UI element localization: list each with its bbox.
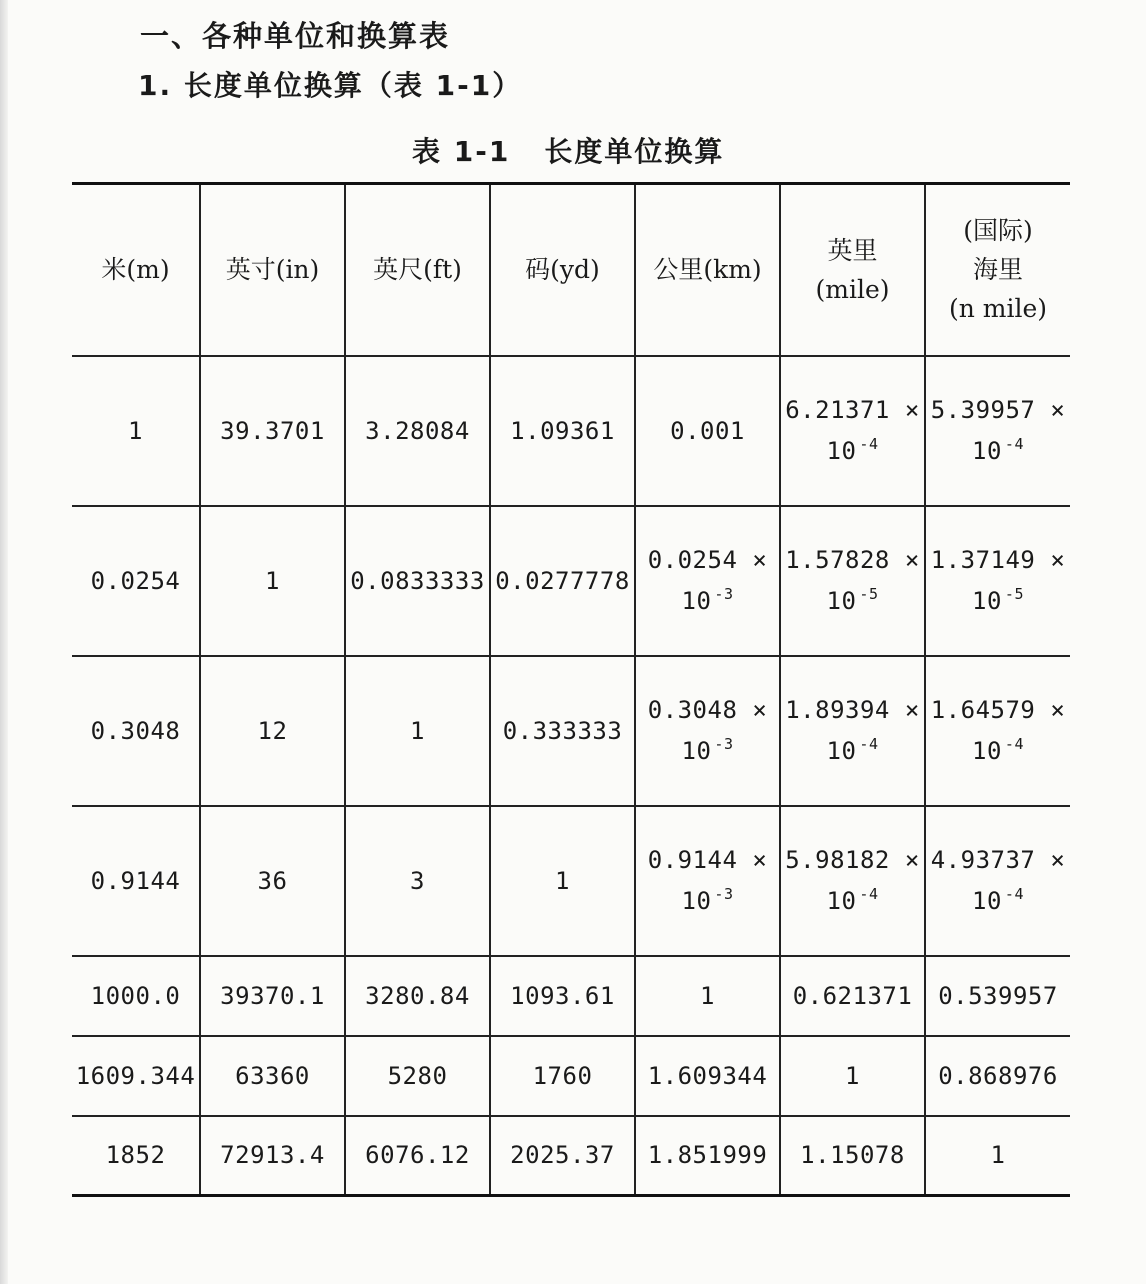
table-cell (925, 1036, 1070, 1116)
column-header-line: 英里 (827, 235, 878, 265)
cell-value: 0.0254 (90, 566, 181, 595)
table-cell (72, 806, 200, 956)
table-caption-number: 表 1-1 (412, 135, 511, 168)
cell-value: 3280.84 (365, 981, 470, 1010)
cell-power-exponent: -4 (1004, 885, 1024, 903)
column-header (200, 184, 345, 356)
table-cell (490, 956, 635, 1036)
column-header-line: 英寸(in) (225, 255, 320, 285)
table-cell (345, 506, 490, 656)
column-header-line: 英尺(ft) (373, 255, 462, 285)
column-header-line: 公里(km) (653, 255, 762, 285)
table-cell (925, 506, 1070, 656)
column-header (635, 184, 780, 356)
table-cell (780, 356, 925, 506)
cell-mantissa: 1.89394 × (785, 696, 920, 724)
table-cell (345, 656, 490, 806)
cell-value: 1 (700, 981, 715, 1010)
cell-power-base: 10 (826, 587, 857, 615)
cell-power-exponent: -4 (1004, 435, 1024, 453)
column-header-line: (n mile) (948, 294, 1048, 324)
cell-mantissa: 1.37149 × (930, 546, 1066, 574)
cell-value: 5280 (387, 1061, 448, 1090)
cell-power (783, 885, 922, 916)
table-cell (345, 806, 490, 956)
cell-power-exponent: -4 (1004, 735, 1024, 753)
cell-power-base: 10 (681, 737, 712, 765)
cell-power-base: 10 (681, 887, 712, 915)
table-row (72, 656, 1070, 806)
page-edge (0, 0, 8, 1284)
cell-value: 1.15078 (800, 1141, 905, 1170)
table-cell (925, 806, 1070, 956)
cell-value: 6076.12 (365, 1141, 470, 1170)
table-cell (200, 356, 345, 506)
cell-value: 1 (555, 866, 570, 895)
cell-power-exponent: -3 (714, 585, 734, 603)
cell-power (928, 735, 1068, 766)
cell-power-exponent: -3 (714, 735, 734, 753)
column-header-line: (国际) (963, 215, 1033, 245)
cell-power-exponent: -4 (859, 735, 879, 753)
cell-power-exponent: -4 (859, 885, 879, 903)
cell-power (928, 585, 1068, 616)
column-header-line: 米(m) (101, 255, 170, 285)
table-cell (635, 806, 780, 956)
cell-value: 0.001 (670, 416, 745, 445)
cell-power-base: 10 (681, 587, 712, 615)
column-header-line: 海里 (972, 255, 1023, 285)
cell-mantissa: 1.64579 × (930, 696, 1066, 724)
cell-value: 12 (257, 716, 288, 745)
table-cell (780, 806, 925, 956)
table-body (72, 356, 1070, 1196)
table-cell (200, 506, 345, 656)
table-caption-title: 长度单位换算 (544, 135, 725, 168)
table-cell (490, 656, 635, 806)
table-cell (925, 356, 1070, 506)
cell-value: 3.28084 (365, 416, 470, 445)
cell-power-base: 10 (972, 887, 1002, 915)
column-header (72, 184, 200, 356)
cell-value: 1.609344 (647, 1061, 768, 1090)
cell-value: 1 (990, 1141, 1006, 1170)
table-cell (925, 956, 1070, 1036)
table-cell (635, 1036, 780, 1116)
table-cell (780, 956, 925, 1036)
cell-power-base: 10 (826, 737, 857, 765)
table-cell (925, 656, 1070, 806)
cell-value: 1.851999 (647, 1141, 768, 1170)
cell-value: 72913.4 (220, 1141, 325, 1170)
table-cell (780, 1036, 925, 1116)
cell-value: 1 (265, 566, 280, 595)
cell-value: 1000.0 (90, 981, 181, 1010)
table-cell (345, 956, 490, 1036)
table-cell (200, 806, 345, 956)
cell-power (783, 435, 922, 466)
table-cell (72, 506, 200, 656)
table-cell (72, 1116, 200, 1196)
table-cell (72, 1036, 200, 1116)
table-cell (200, 1116, 345, 1196)
table-caption (412, 130, 724, 170)
cell-value: 3 (410, 866, 425, 895)
column-header (345, 184, 490, 356)
table-row (72, 1036, 1070, 1116)
table-row (72, 1116, 1070, 1196)
table-cell (925, 1116, 1070, 1196)
cell-mantissa: 6.21371 × (785, 396, 920, 424)
cell-value: 0.0833333 (350, 566, 485, 595)
table-cell (780, 656, 925, 806)
cell-value: 1.09361 (510, 416, 615, 445)
table-cell (72, 356, 200, 506)
cell-value: 0.539957 (938, 981, 1058, 1010)
column-header-line: (mile) (815, 274, 890, 304)
table-cell (635, 956, 780, 1036)
cell-value: 0.9144 (90, 866, 181, 895)
table-cell (490, 806, 635, 956)
cell-value: 1852 (105, 1141, 166, 1170)
table-cell (780, 1116, 925, 1196)
cell-power (638, 885, 777, 916)
cell-mantissa: 0.3048 × (647, 696, 768, 724)
length-conversion-table (72, 182, 1070, 1197)
column-header (925, 184, 1070, 356)
table-header (72, 184, 1070, 356)
cell-value: 1 (410, 716, 425, 745)
table-row (72, 506, 1070, 656)
cell-power (638, 585, 777, 616)
cell-value: 1760 (532, 1061, 593, 1090)
cell-value: 36 (257, 866, 288, 895)
table-cell (490, 506, 635, 656)
cell-power (783, 585, 922, 616)
table-cell (72, 656, 200, 806)
column-header (490, 184, 635, 356)
cell-value: 0.0277778 (495, 566, 630, 595)
cell-value: 39.3701 (220, 416, 325, 445)
table-cell (345, 1036, 490, 1116)
cell-mantissa: 5.39957 × (930, 396, 1066, 424)
cell-value: 39370.1 (220, 981, 325, 1010)
cell-value: 1093.61 (510, 981, 615, 1010)
table-cell (780, 506, 925, 656)
table-cell (635, 356, 780, 506)
table-cell (345, 356, 490, 506)
cell-power-base: 10 (972, 737, 1002, 765)
cell-power (783, 735, 922, 766)
cell-power-base: 10 (972, 587, 1002, 615)
cell-power (928, 885, 1068, 916)
cell-power-base: 10 (826, 887, 857, 915)
table-cell (72, 956, 200, 1036)
table-cell (635, 506, 780, 656)
cell-mantissa: 0.0254 × (647, 546, 768, 574)
cell-power-exponent: -5 (859, 585, 879, 603)
cell-mantissa: 5.98182 × (785, 846, 920, 874)
cell-power-base: 10 (826, 437, 857, 465)
cell-value: 2025.37 (510, 1141, 615, 1170)
table-cell (635, 656, 780, 806)
column-header (780, 184, 925, 356)
table-cell (490, 356, 635, 506)
cell-power-exponent: -4 (859, 435, 879, 453)
table-cell (490, 1116, 635, 1196)
header-row (72, 184, 1070, 356)
table-row (72, 806, 1070, 956)
cell-value: 0.3048 (90, 716, 181, 745)
cell-power-exponent: -3 (714, 885, 734, 903)
cell-value: 1 (845, 1061, 860, 1090)
table-cell (635, 1116, 780, 1196)
table-row (72, 956, 1070, 1036)
cell-mantissa: 4.93737 × (930, 846, 1066, 874)
table-cell (200, 956, 345, 1036)
cell-mantissa: 1.57828 × (785, 546, 920, 574)
cell-power-base: 10 (972, 437, 1002, 465)
cell-value: 63360 (235, 1061, 310, 1090)
table-cell (200, 1036, 345, 1116)
section-heading: 一、各种单位和换算表 (140, 19, 451, 53)
cell-value: 0.621371 (792, 981, 913, 1010)
cell-power-exponent: -5 (1004, 585, 1024, 603)
cell-power (638, 735, 777, 766)
cell-value: 1 (128, 416, 143, 445)
cell-value: 1609.344 (75, 1061, 196, 1090)
table-row (72, 356, 1070, 506)
subsection-heading: 1. 长度单位换算（表 1-1） (138, 69, 523, 102)
column-header-line: 码(yd) (525, 255, 600, 285)
table-cell (200, 656, 345, 806)
cell-value: 0.333333 (502, 716, 623, 745)
cell-value: 0.868976 (938, 1061, 1058, 1090)
cell-mantissa: 0.9144 × (647, 846, 768, 874)
table-cell (490, 1036, 635, 1116)
cell-power (928, 435, 1068, 466)
table-cell (345, 1116, 490, 1196)
